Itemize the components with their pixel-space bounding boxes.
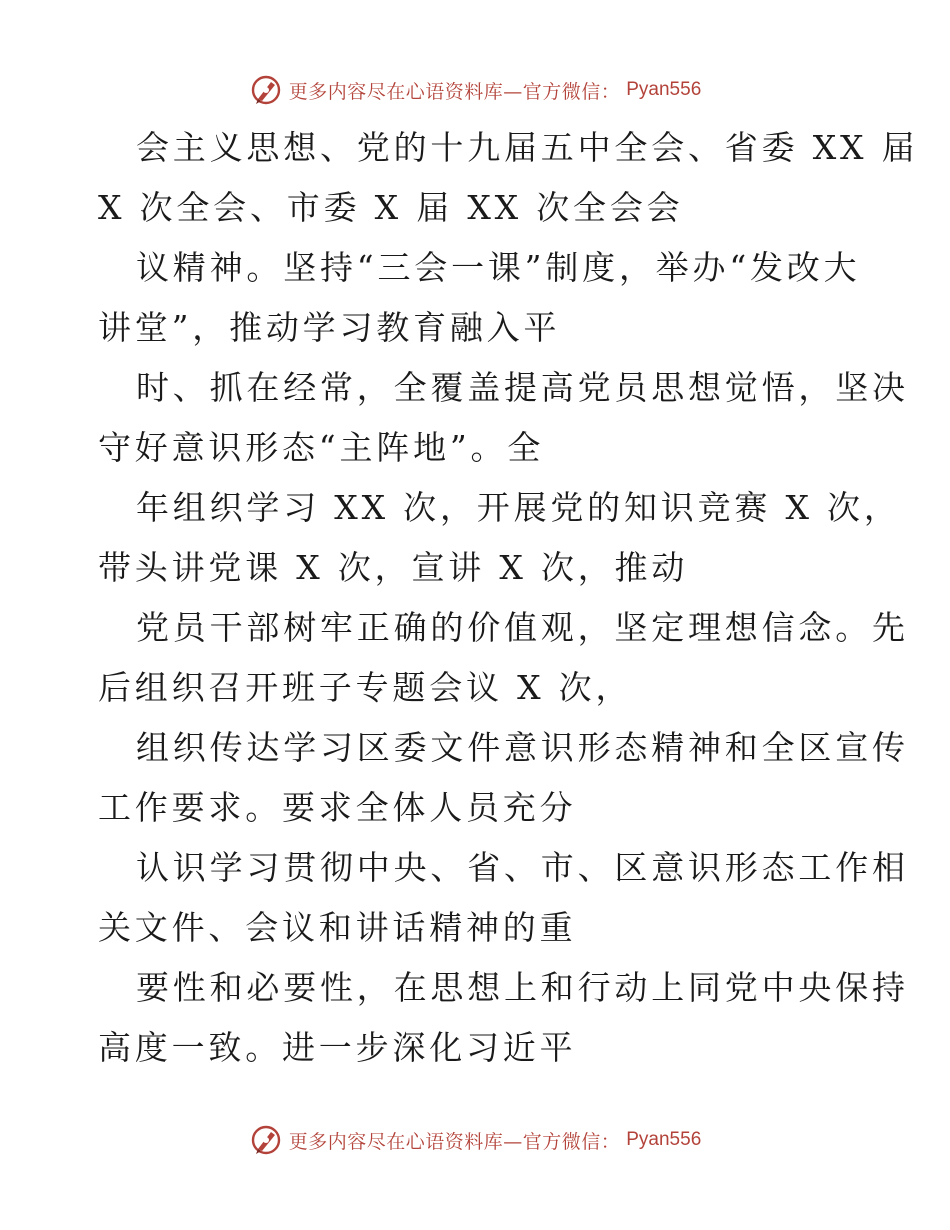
header-banner-text: 更多内容尽在心语资料库—官方微信： — [288, 80, 621, 103]
paragraph-line: 议精神。坚持“三会一课”制度，举办“发改大 — [136, 248, 861, 287]
paragraph-line: 工作要求。要求全体人员充分 — [98, 788, 577, 827]
paragraph — [98, 598, 909, 718]
paragraph-line: 关文件、会议和讲话精神的重 — [98, 908, 577, 947]
paragraph-line: 要性和必要性，在思想上和行动上同党中央保持 — [136, 968, 909, 1007]
pen-logo-icon — [249, 1123, 283, 1157]
paragraph — [98, 118, 919, 238]
footer-wechat-id: Pyan556 — [626, 1129, 702, 1150]
paragraph-line: 后组织召开班子专题会议 X 次， — [98, 668, 633, 707]
paragraph — [98, 718, 909, 838]
paragraph-line: 带头讲党课 X 次，宣讲 X 次，推动 — [98, 548, 689, 587]
paragraph-line: 会主义思想、党的十九届五中全会、省委 XX 届 — [136, 128, 919, 167]
document-body — [98, 118, 919, 1078]
header-wechat-id: Pyan556 — [626, 79, 702, 100]
paragraph-line: 高度一致。进一步深化习近平 — [98, 1028, 577, 1067]
pen-logo-icon — [249, 73, 283, 107]
paragraph — [98, 238, 861, 358]
paragraph-line: 年组织学习 XX 次，开展党的知识竞赛 X 次， — [136, 488, 901, 527]
paragraph-line: 讲堂”，推动学习教育融入平 — [98, 308, 561, 347]
paragraph-line: 时、抓在经常，全覆盖提高党员思想觉悟，坚决 — [136, 368, 909, 407]
paragraph-line: X 次全会、市委 X 届 XX 次全会会 — [98, 188, 684, 227]
paragraph — [98, 958, 909, 1078]
paragraph-line: 守好意识形态“主阵地”。全 — [98, 428, 545, 467]
paragraph — [98, 838, 909, 958]
paragraph-line: 认识学习贯彻中央、省、市、区意识形态工作相 — [136, 848, 909, 887]
paragraph — [98, 478, 901, 598]
paragraph-line: 党员干部树牢正确的价值观，坚定理想信念。先 — [136, 608, 909, 647]
header-banner — [0, 70, 950, 110]
paragraph-line: 组织传达学习区委文件意识形态精神和全区宣传 — [136, 728, 909, 767]
footer-banner-text: 更多内容尽在心语资料库—官方微信： — [288, 1130, 621, 1153]
paragraph — [98, 358, 909, 478]
footer-banner — [0, 1120, 950, 1160]
